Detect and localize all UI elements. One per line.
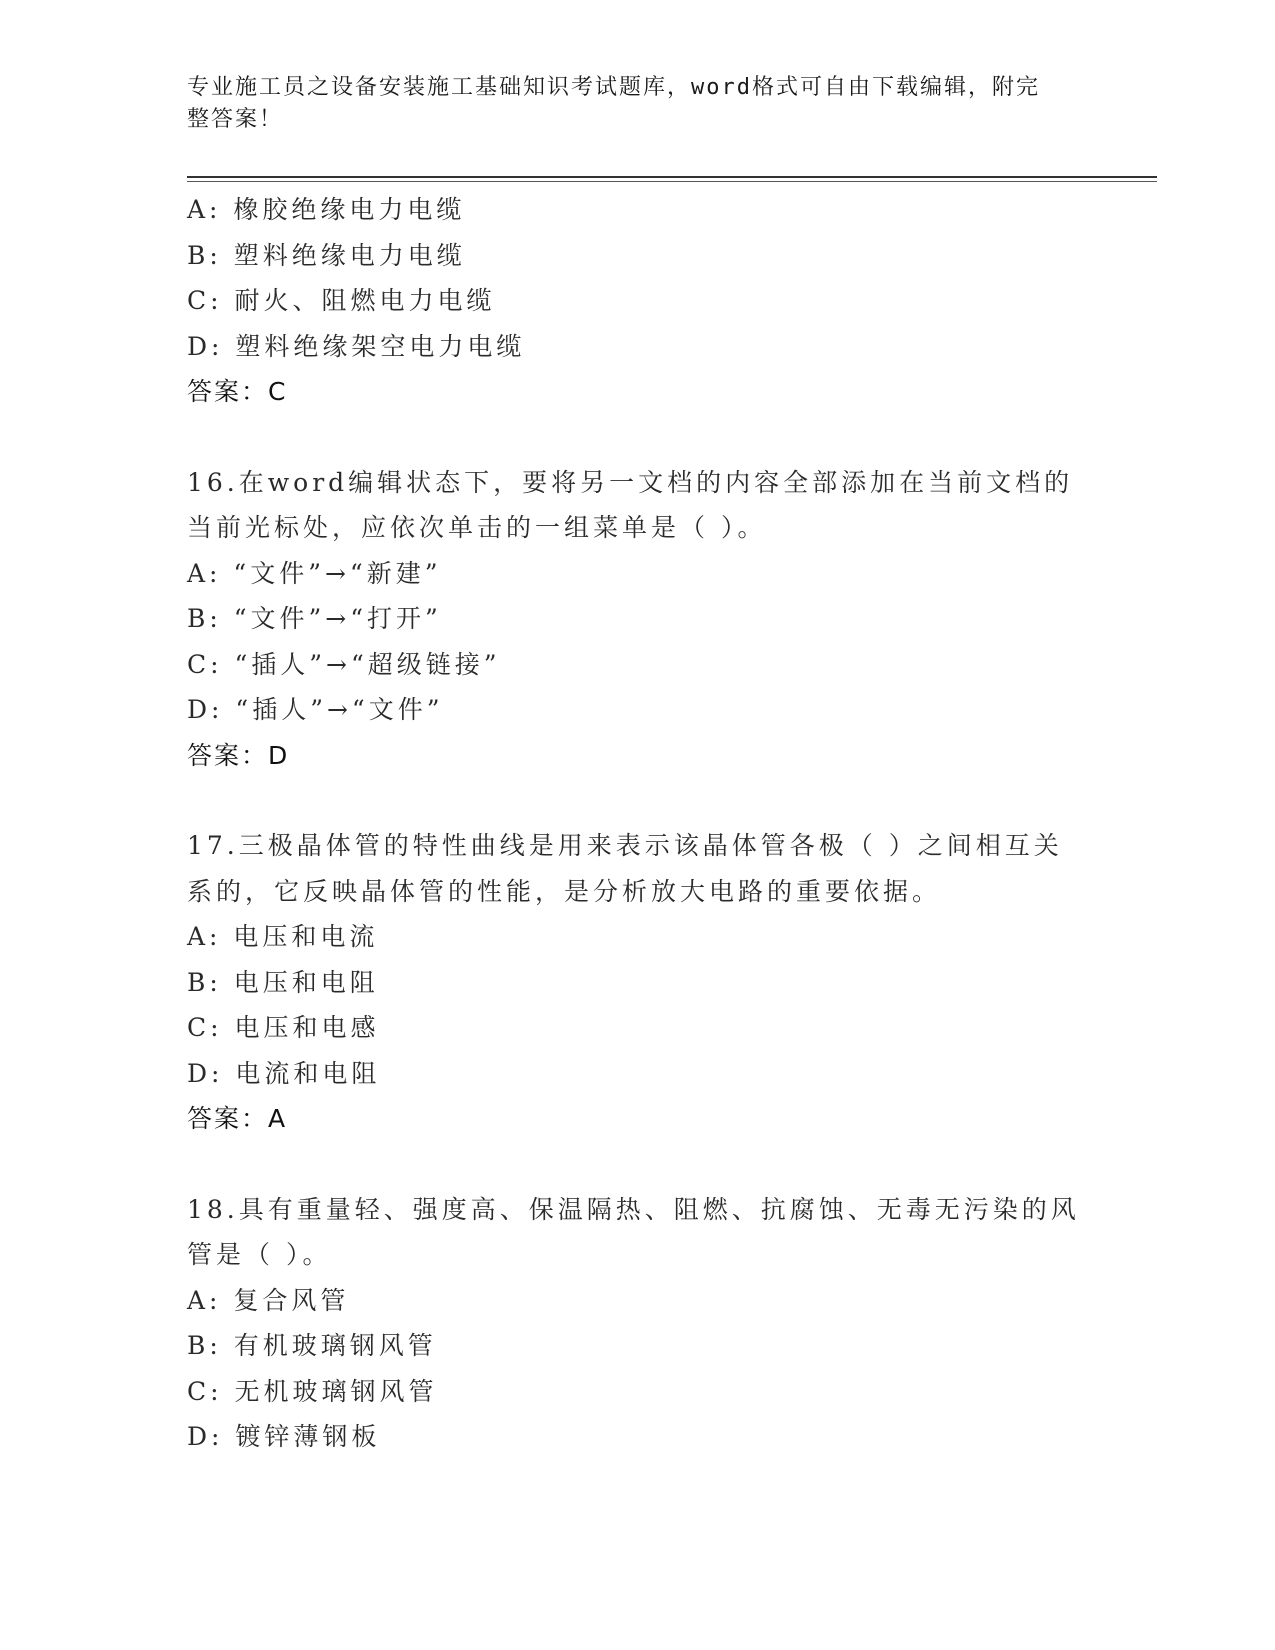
option-a: A: 电压和电流: [187, 922, 379, 951]
question-text-line: 管是（ ）。: [187, 1240, 332, 1269]
question-text-line: 当前光标处，应依次单击的一组菜单是（ ）。: [187, 513, 767, 542]
answer-line: 答案：C: [187, 377, 288, 406]
question-17-block: [187, 823, 1087, 1142]
question-16-block: [187, 460, 1087, 779]
option-b: B: 电压和电阻: [187, 967, 379, 997]
option-b: B: 塑料绝缘电力电缆: [187, 240, 466, 270]
option-a: A: 复合风管: [187, 1285, 350, 1315]
document-header: [187, 72, 1067, 136]
header-divider-thick: [187, 176, 1157, 178]
header-line-2: 整答案！: [187, 107, 284, 132]
answer-line: 答案：A: [187, 1104, 288, 1133]
question-15-block: [187, 187, 1087, 415]
option-b: B: “文件”→“打开”: [187, 604, 442, 633]
option-c: C: 无机玻璃钢风管: [187, 1376, 438, 1406]
header-line-1: 专业施工员之设备安装施工基础知识考试题库，word格式可自由下载编辑，附完: [187, 75, 1040, 100]
spacer: [187, 415, 1087, 460]
option-b: B: 有机玻璃钢风管: [187, 1331, 437, 1360]
header-divider-thin: [187, 181, 1157, 182]
option-d: D: “插人”→“文件”: [187, 695, 444, 724]
option-d: D: 塑料绝缘架空电力电缆: [187, 331, 526, 361]
option-d: D: 电流和电阻: [187, 1058, 381, 1088]
question-text-line: 17.三极晶体管的特性曲线是用来表示该晶体管各极（ ）之间相互关: [187, 831, 1063, 860]
spacer: [187, 778, 1087, 823]
spacer: [187, 1142, 1087, 1187]
option-c: C: 耐火、阻燃电力电缆: [187, 286, 496, 315]
answer-line: 答案：D: [187, 740, 290, 770]
option-c: C: 电压和电感: [187, 1013, 380, 1042]
question-text-line: 16.在word编辑状态下，要将另一文档的内容全部添加在当前文档的: [187, 467, 1074, 497]
option-a: A: “文件”→“新建”: [187, 558, 442, 588]
question-text-line: 18.具有重量轻、强度高、保温隔热、阻燃、抗腐蚀、无毒无污染的风: [187, 1194, 1080, 1224]
question-text-line: 系的，它反映晶体管的性能，是分析放大电路的重要依据。: [187, 876, 942, 906]
question-content: [187, 187, 1087, 1460]
option-c: C: “插人”→“超级链接”: [187, 649, 501, 679]
question-18-block: [187, 1187, 1087, 1460]
option-d: D: 镀锌薄钢板: [187, 1422, 381, 1451]
option-a: A: 橡胶绝缘电力电缆: [187, 195, 466, 224]
